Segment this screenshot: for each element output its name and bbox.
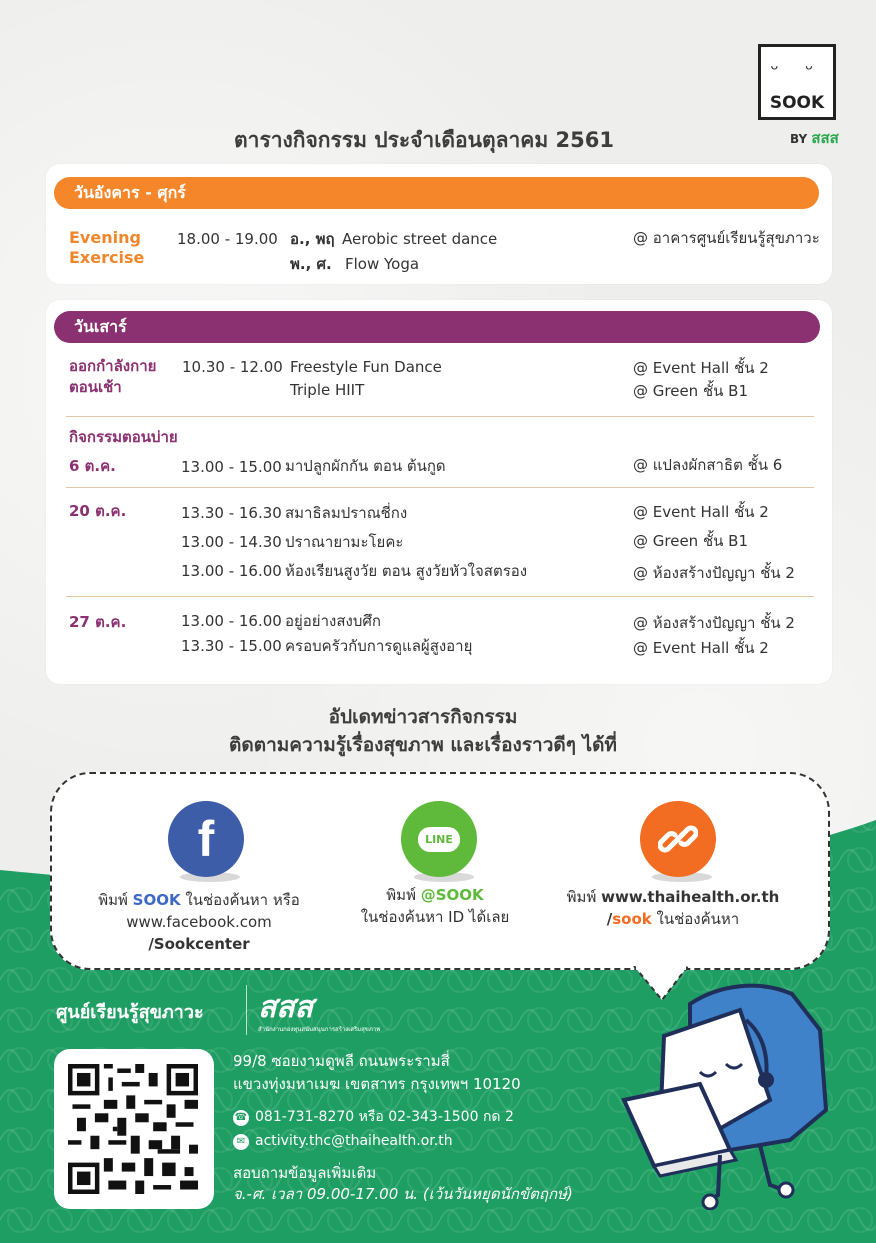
weekday-days-1: อ., พฤ (290, 230, 335, 248)
ssh-logo: สสส (258, 990, 313, 1025)
d6-activity: มาปลูกผักกัน ตอน ต้นกูด (285, 457, 446, 475)
d27-time-1: 13.00 - 16.00 (181, 612, 282, 630)
d20-activity-3: ห้องเรียนสูงวัย ตอน สูงวัยหัวใจสตรอง (285, 562, 528, 580)
weekday-days-2: พ., ศ. (290, 255, 332, 273)
d20-place-2: @ Green ชั้น B1 (633, 532, 748, 550)
date-27: 27 ต.ค. (69, 613, 127, 631)
fb-suffix: ในช่องค้นหา หรือ (185, 891, 300, 909)
morning-place-2: @ Green ชั้น B1 (633, 382, 748, 400)
line-glyph: LINE (418, 827, 460, 852)
morning-label-2: ตอนเช้า (69, 378, 122, 396)
d27-place-1: @ ห้องสร้างปัญญา ชั้น 2 (633, 614, 795, 632)
weekday-band: วันอังคาร - ศุกร์ (54, 177, 819, 209)
chain-icon (658, 819, 698, 859)
web-instructions (548, 886, 798, 930)
d20-time-2: 13.00 - 14.30 (181, 533, 282, 551)
facebook-instructions (74, 889, 324, 955)
link-icon[interactable] (640, 801, 716, 877)
footer-separator (246, 985, 247, 1035)
line-icon[interactable] (401, 801, 477, 877)
inquiry-label: สอบถามข้อมูลเพิ่มเติม (233, 1164, 377, 1182)
fb-keyword: SOOK (132, 891, 181, 909)
web-slash: / (606, 910, 613, 928)
fb-prefix: พิมพ์ (98, 891, 128, 909)
qr-code[interactable] (68, 1064, 198, 1194)
morning-label-1: ออกกำลังกาย (69, 357, 157, 375)
web-keyword: sook (612, 910, 652, 928)
divider (66, 596, 814, 597)
d20-place-1: @ Event Hall ชั้น 2 (633, 503, 769, 521)
update-heading-2: ติดตามความรู้เรื่องสุขภาพ และเรื่องราวดีๆ ได้ที่ (229, 734, 617, 756)
divider (66, 416, 814, 417)
d20-time-3: 13.00 - 16.00 (181, 562, 282, 580)
by-brand: สสส (811, 129, 839, 147)
fb-page[interactable]: /Sookcenter (148, 935, 250, 953)
phone-number[interactable]: 081-731-8270 หรือ 02-343-1500 กด 2 (255, 1109, 514, 1125)
afternoon-label: กิจกรรมตอนบ่าย (69, 428, 178, 446)
d20-activity-2: ปราณายามะโยคะ (285, 533, 404, 551)
morning-time: 10.30 - 12.00 (182, 358, 283, 376)
update-heading-1: อัปเดทข่าวสารกิจกรรม (328, 706, 518, 728)
morning-place-1: @ Event Hall ชั้น 2 (633, 359, 769, 377)
web-prefix: พิมพ์ (566, 888, 597, 906)
web-url[interactable]: www.thaihealth.or.th (601, 888, 780, 906)
address-line-1: 99/8 ซอยงามดูพลี ถนนพระรามสี่ (233, 1052, 450, 1070)
address-line-2: แขวงทุ่งมหาเมฆ เขตสาทร กรุงเทพฯ 10120 (233, 1075, 521, 1093)
evening-label-2: Exercise (69, 248, 145, 267)
date-6: 6 ต.ค. (69, 457, 116, 475)
logo-eyes: ᵕ ᵕ (770, 57, 824, 81)
line-suffix: ในช่องค้นหา ID ได้เลย (360, 908, 510, 926)
office-hours: จ.-ศ. เวลา 09.00-17.00 น. (เว้นวันหยุดนักขัตฤกษ์) (233, 1185, 573, 1203)
ssh-subtitle: สำนักงานกองทุนสนับสนุนการสร้างเสริมสุขภาพ (258, 1026, 381, 1033)
d6-place: @ แปลงผักสาธิต ชั้น 6 (633, 456, 783, 474)
line-keyword: @SOOK (420, 886, 484, 904)
line-prefix: พิมพ์ (386, 886, 416, 904)
weekday-time: 18.00 - 19.00 (177, 230, 278, 248)
morning-activity-1: Freestyle Fun Dance (290, 358, 442, 376)
evening-label-1: Evening (69, 228, 141, 247)
facebook-icon[interactable]: f (168, 801, 244, 877)
center-name: ศูนย์เรียนรู้สุขภาวะ (56, 1002, 204, 1023)
d27-time-2: 13.30 - 15.00 (181, 637, 282, 655)
email-address[interactable]: activity.thc@thaihealth.or.th (255, 1133, 453, 1149)
d20-activity-1: สมาธิลมปราณชี่กง (285, 504, 408, 522)
d6-time: 13.00 - 15.00 (181, 458, 282, 476)
sook-logo (758, 44, 836, 120)
morning-activity-2: Triple HIIT (290, 381, 365, 399)
email-icon: ✉ (233, 1134, 249, 1150)
d20-place-3: @ ห้องสร้างปัญญา ชั้น 2 (633, 564, 795, 582)
d27-activity-2: ครอบครัวกับการดูแลผู้สูงอายุ (285, 637, 473, 655)
d27-activity-1: อยู่อย่างสงบศึก (285, 612, 381, 630)
weekday-activity-2: Flow Yoga (345, 255, 420, 273)
page-title: ตารางกิจกรรม ประจำเดือนตุลาคม 2561 (234, 128, 614, 152)
date-20: 20 ต.ค. (69, 502, 127, 520)
web-suffix: ในช่องค้นหา (656, 910, 740, 928)
weekday-activity-1: Aerobic street dance (342, 230, 498, 248)
phone-icon: ☎ (233, 1110, 249, 1126)
logo-word: SOOK (769, 93, 825, 113)
divider (66, 487, 814, 488)
fb-url[interactable]: www.facebook.com (126, 913, 272, 931)
d20-time-1: 13.30 - 16.30 (181, 504, 282, 522)
by-label: BY (790, 132, 808, 146)
line-instructions (335, 884, 535, 928)
saturday-band: วันเสาร์ (54, 311, 820, 343)
sook-mascot-illustration (620, 980, 846, 1210)
d27-place-2: @ Event Hall ชั้น 2 (633, 639, 769, 657)
weekday-place: @ อาคารศูนย์เรียนรู้สุขภาวะ (633, 229, 820, 247)
